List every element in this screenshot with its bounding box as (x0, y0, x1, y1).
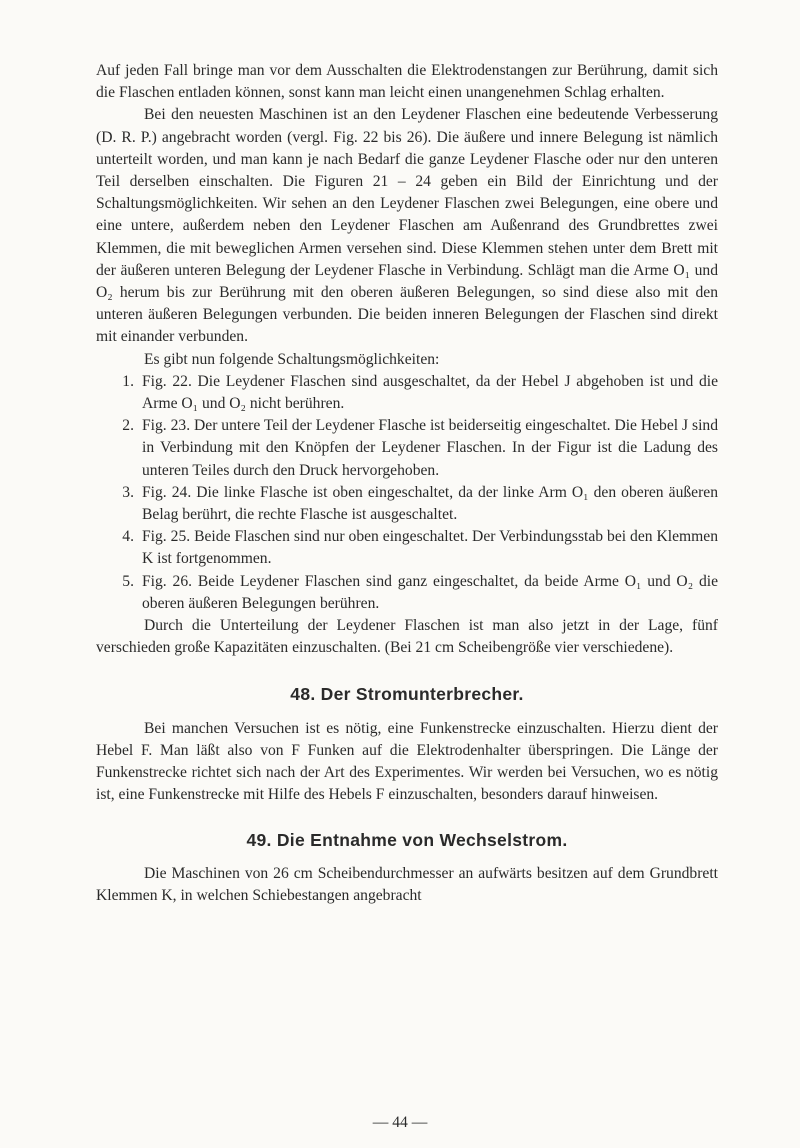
list-item (96, 371, 718, 415)
list-item (96, 571, 718, 615)
list-item (96, 415, 718, 482)
page-number: — 44 — (372, 1114, 428, 1131)
section-heading-49: 49. Die Entnahme von Wechselstrom. (246, 829, 568, 850)
list-item (96, 482, 718, 526)
section-heading-48: 48. Der Stromunterbrecher. (290, 684, 524, 705)
page-body (96, 60, 718, 907)
list-item-text: Fig. 23. Der untere Teil der Leydener Flasche ist beiderseitig eingeschaltet. Die Hebel J sind in Verbindung mit den Knöpfen der Leydener Flaschen. In der Figur ist die Ladung des unteren Teiles durch den Druck hervorgehoben. (142, 417, 718, 479)
paragraph-capacities: Durch die Unterteilung der Leydener Flaschen ist man also jetzt in der Lage, fünf verschieden große Kapazitäten einzuschalten. (Bei 21 cm Scheibengröße vier verschiedene). (96, 617, 718, 657)
list-item-text: Fig. 26. Beide Leydener Flaschen sind ganz eingeschaltet, da beide Arme O₁ und O₂ die oberen äußeren Belegungen berühren. (142, 572, 718, 612)
list-item-text: Fig. 25. Beide Flaschen sind nur oben eingeschaltet. Der Verbindungsstab bei den Klemmen K ist fortgenommen. (142, 528, 718, 568)
list-item (96, 526, 718, 570)
paragraph-leyden-improvement: Bei den neuesten Maschinen ist an den Leydener Flaschen eine bedeutende Verbesserung (D. R. P.) angebracht worden (vergl. Fig. 22 bis 26). Die äußere und innere Belegung ist nämlich unterteilt worden, und man kann je nach Bedarf die ganze Leydener Flasche oder nur den unteren Teil derselben einschalten. Die Figuren 21 – 24 geben ein Bild der Einrichtung und der Schaltungsmöglichkeiten. Wir sehen an den Leydener Flaschen zwei Belegungen, eine obere und eine untere, außerdem neben den Leydener Flaschen am Außenrand des Grundbrettes zwei Klemmen, die mit beweglichen Armen versehen sind. Diese Klemmen stehen unter dem Brett mit der äußeren unteren Belegung der Leydener Flasche in Verbindung. Schlägt man die Arme O₁ und O₂ herum bis zur Berührung mit den oberen äußeren Belegungen, so sind diese also mit den unteren äußeren Belegungen verbunden. Die beiden inneren Belegungen der Flaschen sind direkt mit einander verbunden. (96, 106, 718, 346)
list-item-text: Fig. 22. Die Leydener Flaschen sind ausgeschaltet, da der Hebel J abgehoben ist und die Arme O₁ und O₂ nicht berühren. (142, 372, 718, 413)
paragraph-switching-intro: Es gibt nun folgende Schaltungsmöglichkeiten: (144, 350, 440, 368)
list-item-number: 5. (122, 572, 134, 590)
paragraph-interrupter: Bei manchen Versuchen ist es nötig, eine Funkenstrecke einzuschalten. Hierzu dient der Hebel F. Man läßt also von F Funken auf die Elektrodenhalter überspringen. Die Länge der Funkenstrecke richtet sich nach der Art des Experimentes. Wir werden bei Versuchen, wo es nötig ist, eine Funkenstrecke mit Hilfe des Hebels F einzuschalten, besonders darauf hinweisen. (96, 719, 718, 804)
list-item-number: 2. (122, 417, 134, 435)
paragraph-electrode-discharge: Auf jeden Fall bringe man vor dem Ausschalten die Elektrodenstangen zur Berührung, damit sich die Flaschen entladen können, sonst kann man leicht einen unangenehmen Schlag erhalten. (96, 62, 718, 102)
list-item-number: 3. (122, 483, 134, 501)
switching-options-list (96, 371, 718, 615)
paragraph-alternating-current: Die Maschinen von 26 cm Scheibendurchmesser an aufwärts besitzen auf dem Grundbrett Klemmen K, in welchen Schiebestangen angebracht (96, 864, 718, 904)
list-item-text: Fig. 24. Die linke Flasche ist oben eingeschaltet, da der linke Arm O₁ den oberen äußeren Belag berührt, die rechte Flasche ist ausgeschaltet. (142, 483, 718, 524)
list-item-number: 1. (122, 372, 134, 390)
list-item-number: 4. (122, 528, 134, 546)
